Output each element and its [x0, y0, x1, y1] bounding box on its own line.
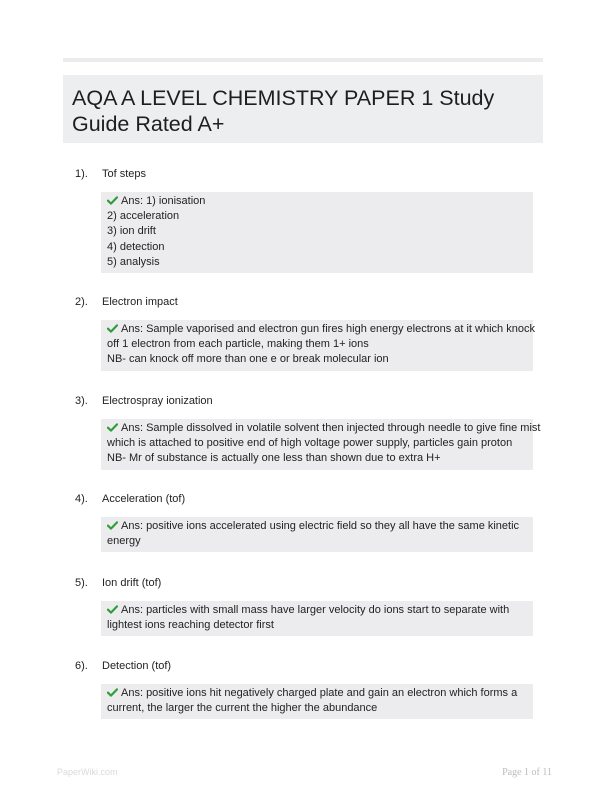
answer-line	[107, 224, 527, 239]
question-number: 2).	[75, 296, 88, 308]
answer-box	[101, 517, 533, 552]
checkmark-icon	[107, 605, 118, 614]
answer-line	[107, 255, 527, 270]
checkmark-icon	[107, 423, 118, 432]
answer-text: lightest ions reaching detector first	[107, 619, 274, 632]
question-text: Detection (tof)	[102, 660, 172, 672]
checkmark-icon	[107, 521, 118, 530]
answer-text: energy	[107, 535, 141, 548]
answer-text: Ans: positive ions hit negatively charged plate and gain an electron which forms a	[121, 687, 518, 699]
answer-text: 5) analysis	[107, 255, 160, 268]
answer-text: 3) ion drift	[107, 225, 156, 238]
title-banner	[63, 75, 543, 143]
answer-text: 4) detection	[107, 240, 165, 253]
answer-line	[107, 686, 527, 701]
answer-text: 2) acceleration	[107, 210, 180, 223]
answer-line	[107, 701, 527, 716]
question-number: 3).	[75, 395, 88, 407]
answer-line	[107, 534, 527, 549]
page-title: AQA A LEVEL CHEMISTRY PAPER 1 Study Guide Rated A+	[72, 86, 495, 136]
answer-text: current, the larger the current the higher the abundance	[107, 702, 378, 715]
answer-text: Ans: Sample vaporised and electron gun fires high energy electrons at it which knock	[121, 323, 535, 335]
answer-line	[107, 451, 527, 466]
checkmark-icon	[107, 324, 118, 333]
footer-watermark: PaperWiki.com	[57, 767, 118, 777]
question-number: 5).	[75, 577, 88, 589]
answer-text: NB- can knock off more than one e or break molecular ion	[107, 353, 389, 366]
answer-text: off 1 electron from each particle, making them 1+ ions	[107, 338, 369, 351]
question-text: Electron impact	[102, 296, 178, 308]
page-number: Page 1 of 11	[502, 767, 552, 778]
answer-line	[107, 194, 527, 209]
answer-box	[101, 601, 533, 636]
answer-box	[101, 419, 541, 470]
question-number: 4).	[75, 493, 88, 505]
answer-line	[107, 322, 535, 337]
answer-line	[107, 337, 527, 352]
answer-text: Ans: Sample dissolved in volatile solvent then injected through needle to give fine mist	[121, 422, 541, 434]
question-number: 6).	[75, 660, 88, 672]
question-text: Ion drift (tof)	[102, 577, 162, 589]
answer-line	[107, 436, 527, 451]
answer-line	[107, 603, 527, 618]
answer-line	[107, 240, 527, 255]
top-divider	[63, 58, 543, 62]
checkmark-icon	[107, 196, 118, 205]
question-number: 1).	[75, 168, 88, 180]
answer-text: Ans: particles with small mass have larger velocity do ions start to separate with	[121, 604, 510, 616]
answer-line	[107, 618, 527, 633]
answer-box	[101, 320, 533, 371]
answer-text: NB- Mr of substance is actually one less than shown due to extra H+	[107, 452, 441, 465]
answer-text: Ans: 1) ionisation	[121, 195, 206, 207]
answer-text: Ans: positive ions accelerated using electric field so they all have the same kinetic	[121, 520, 520, 532]
answer-box	[101, 192, 533, 273]
answer-line	[107, 352, 527, 367]
question-text: Electrospray ionization	[102, 395, 213, 407]
answer-line	[107, 421, 541, 436]
answer-box	[101, 684, 533, 719]
answer-line	[107, 209, 527, 224]
question-text: Acceleration (tof)	[102, 493, 186, 505]
checkmark-icon	[107, 688, 118, 697]
question-text: Tof steps	[102, 168, 147, 180]
answer-text: which is attached to positive end of high voltage power supply, particles gain proton	[107, 437, 513, 450]
answer-line	[107, 519, 527, 534]
